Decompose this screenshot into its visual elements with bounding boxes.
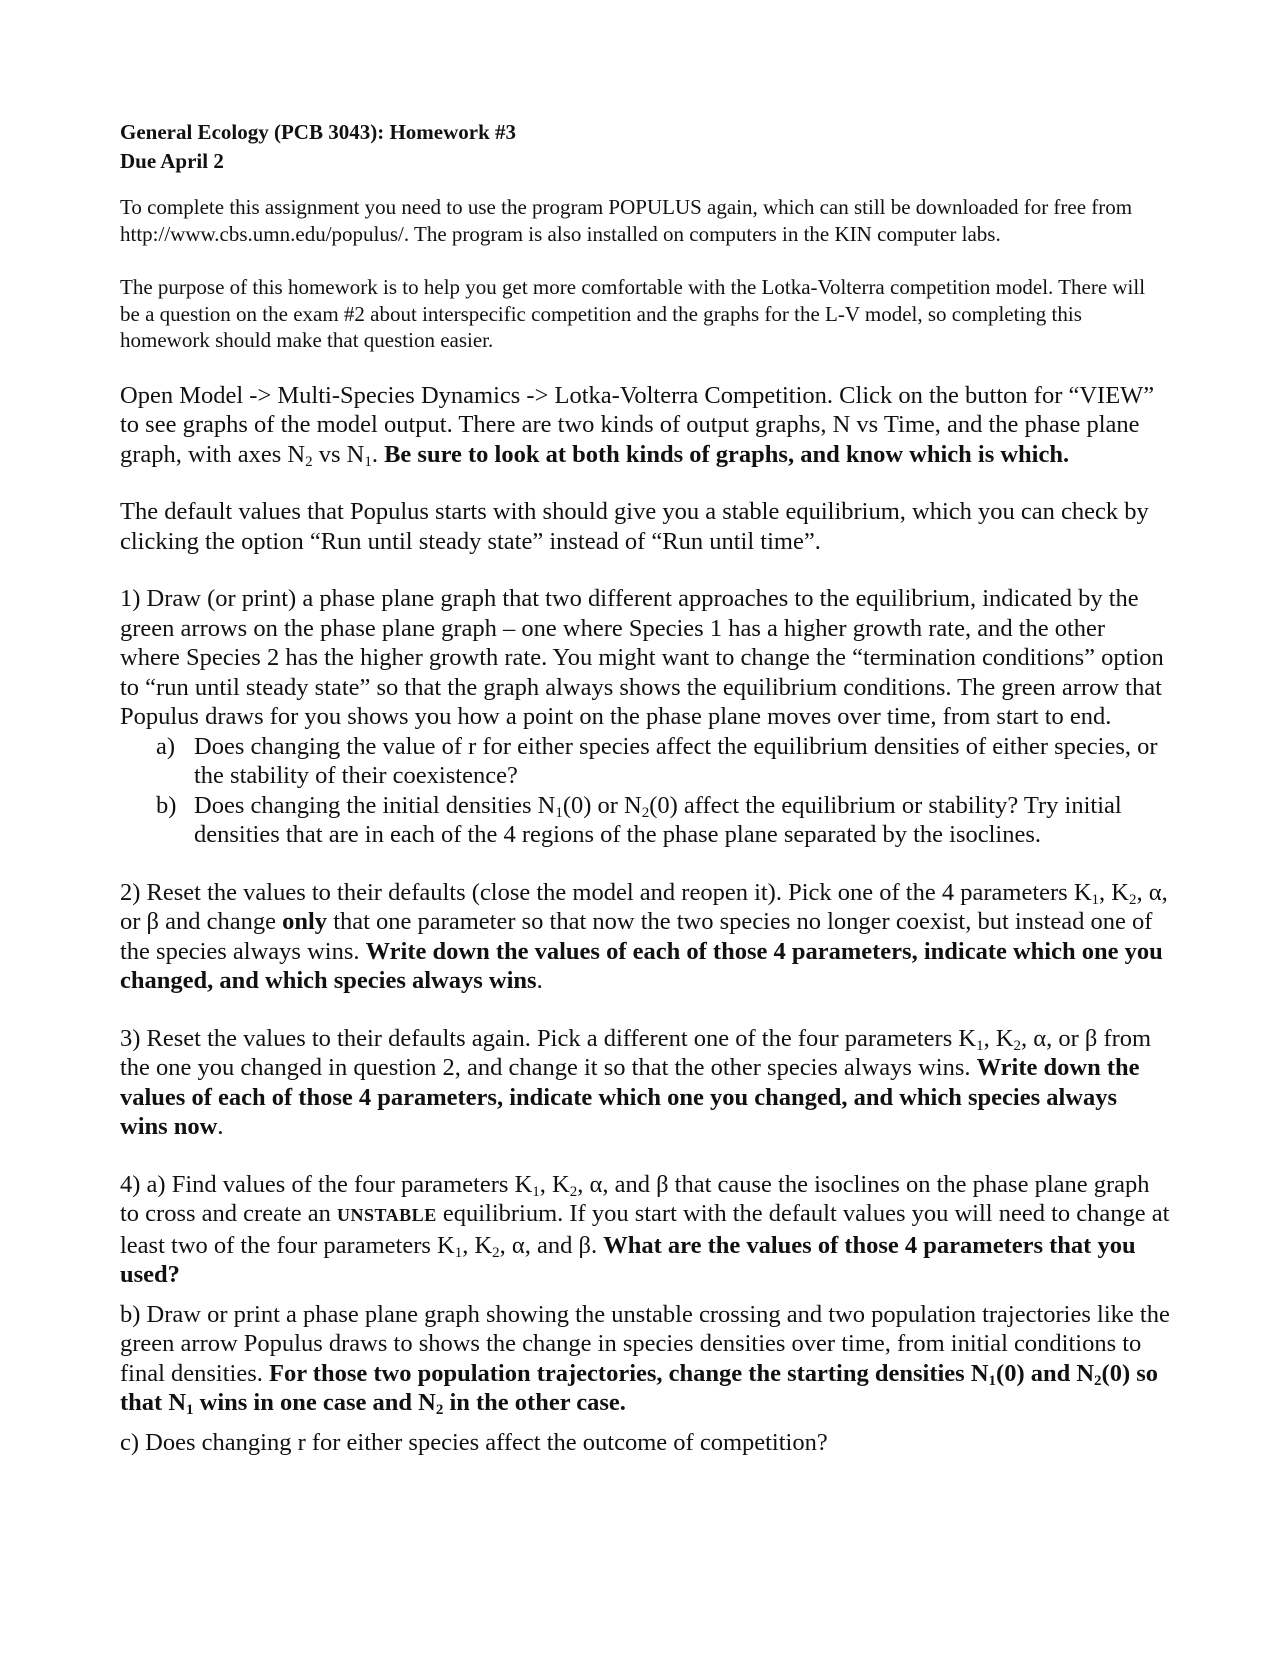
question-4a: 4) a) Find values of the four parameters $K_1$, $K_2$, α, and β that cause the isoclines on the phase plane graph to cross and create an UNSTABLE equilibrium. If you start with the default values you will need to change at least two of the four parameters $K_1$, $K_2$, α, and β. What are the values of those 4 parameters that you used?	[120, 1170, 1170, 1288]
open-model-paragraph: Open Model -> Multi-Species Dynamics -> Lotka-Volterra Competition. Click on the button for “VIEW” to see graphs of the model output. There are two kinds of output graphs, N vs Time, and the phase plane graph, with axes $N_2$ vs $N_1$. Be sure to look at both kinds of graphs, and know which is which.	[120, 381, 1155, 470]
question-2-instruction: Write down the values of each of those 4 parameters, indicate which one you changed, and which species always wins	[120, 937, 1163, 994]
intro-paragraph-2: The purpose of this homework is to help you get more comfortable with the Lotka-Volterra competition model. There will be a question on the exam #2 about interspecific competition and the graphs for the L-V model, so completing this homework should make that question easier.	[120, 275, 1146, 352]
question-4c: c) Does changing r for either species affect the outcome of competition?	[120, 1428, 828, 1456]
document-title: General Ecology (PCB 3043): Homework #3	[120, 120, 517, 144]
question-4b: b) Draw or print a phase plane graph showing the unstable crossing and two population trajectories like the green arrow Populus draws to shows the change in species densities over time, from initial conditions to final densities. For those two population trajectories, change the starting densities $N_1(0)$ and $N_2(0)$ so that $N_1$ wins in one case and $N_2$ in the other case.	[120, 1300, 1170, 1418]
question-3: 3) Reset the values to their defaults again. Pick a different one of the four parameters $K_1$, $K_2$, α, or β from the one you changed in question 2, and change it so that the other species always wins. Write down the values of each of those 4 parameters, indicate which one you changed, and which species always wins now.	[120, 1024, 1152, 1140]
defaults-paragraph: The default values that Populus starts with should give you a stable equilibrium, which you can check by clicking the option “Run until steady state” instead of “Run until time”.	[120, 498, 1149, 555]
question-2: 2) Reset the values to their defaults (close the model and reopen it). Pick one of the 4 parameters $K_1$, $K_2$, α, or β and change only that one parameter so that now the two species no longer coexist, but instead one of the species always wins. Write down the values of each of those 4 parameters, indicate which one you changed, and which species always wins.	[120, 878, 1168, 994]
graph-emphasis: Be sure to look at both kinds of graphs, and know which is which.	[384, 440, 1070, 468]
question-1: 1) Draw (or print) a phase plane graph that two different approaches to the equilibrium, indicated by the green arrows on the phase plane graph – one where Species 1 has a higher growth rate, and the other where Species 2 has the higher growth rate. You might want to change the “termination conditions” option to “run until steady state” so that the graph always shows the equilibrium conditions. The green arrow that Populus draws for you shows you how a point on the phase plane moves over time, from start to end.	[120, 585, 1164, 730]
question-1a: a) Does changing the value of r for either species affect the equilibrium densities of either species, or the stability of their coexistence?	[156, 732, 1158, 789]
question-1b: b) Does changing the initial densities $N_1(0)$ or $N_2(0)$ affect the equilibrium or stability? Try initial densities that are in each of the 4 regions of the phase plane separated by the isoclines.	[156, 791, 1122, 848]
question-3-instruction: Write down the values of each of those 4 parameters, indicate which one you changed, and which species always wins now	[120, 1054, 1140, 1140]
intro-paragraph-1: To complete this assignment you need to use the program POPULUS again, which can still be downloaded for free from http://www.cbs.umn.edu/populus/. The program is also installed on computers in the KIN computer labs.	[120, 195, 1133, 246]
question-1-subitems	[120, 732, 1170, 850]
document-header	[120, 118, 1170, 176]
question-4a-instruction: What are the values of those 4 parameters that you used?	[120, 1231, 1136, 1288]
question-4b-instruction: For those two population trajectories, change the starting densities $N_1(0)$ and $N_2(0)$ so that $N_1$ wins in one case and $N_2$ in the other case.	[120, 1359, 1159, 1418]
homework-page	[120, 118, 1170, 1485]
due-date: Due April 2	[120, 149, 224, 173]
